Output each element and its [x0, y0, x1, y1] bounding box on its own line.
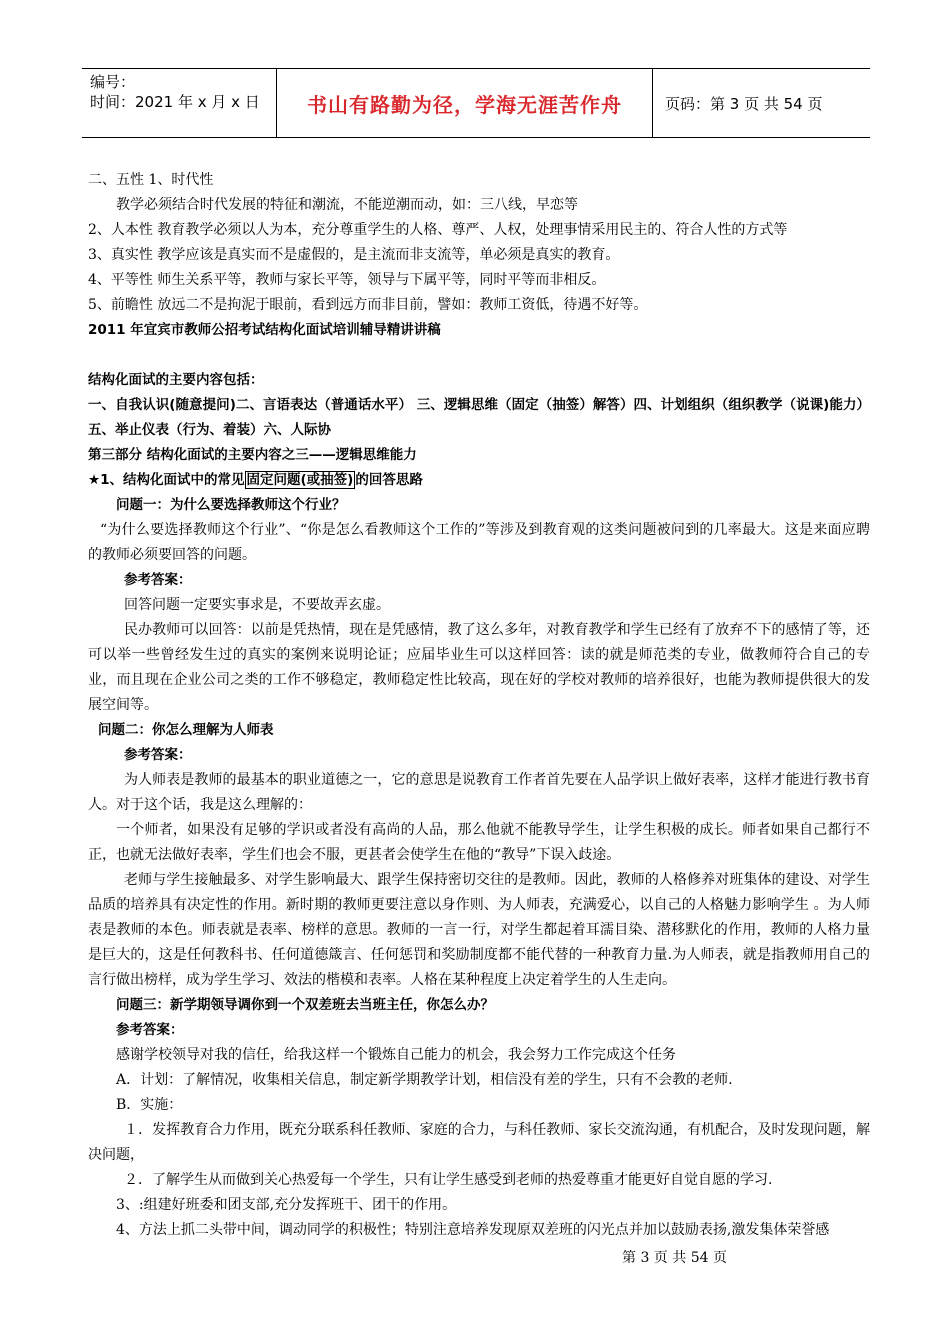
motto: 书山有路勤为径，学海无涯苦作舟 [277, 69, 653, 137]
paragraph: 回答问题一定要实事求是，不要故弄玄虚。 [124, 597, 390, 613]
heading-text: 的回答思路 [355, 472, 423, 488]
page-header [82, 68, 870, 138]
part-heading: 第三部分 结构化面试的主要内容之三——逻辑思维能力 [88, 447, 417, 463]
boxed-term: 固定问题(或抽签) [246, 472, 354, 488]
spacer [88, 343, 870, 368]
paragraph: 3、:组建好班委和团支部,充分发挥班干、团干的作用。 [116, 1197, 457, 1213]
section-heading: 结构化面试的主要内容包括： [88, 372, 264, 388]
question-heading: 问题一：为什么要选择教师这个行业？ [116, 497, 346, 513]
paragraph: 二、五性 1、时代性 [88, 172, 214, 188]
paragraph: 4、平等性 师生关系平等，教师与家长平等，领导与下属平等，同时平等而非相反。 [88, 272, 606, 288]
paragraph: A．计划：了解情况，收集相关信息，制定新学期教学计划，相信没有差的学生，只有不会教的老师. [116, 1072, 733, 1088]
answer-label: 参考答案： [116, 1022, 184, 1038]
question-heading: 问题二：你怎么理解为人师表 [98, 722, 274, 738]
page-label: 页码：第 3 页 共 54 页 [665, 94, 823, 113]
paragraph: 一个师者，如果没有足够的学识或者没有高尚的人品，那么他就不能教导学生，让学生积极的成长。师者如果自己都行不正，也就无法做好表率，学生们也会不服，更甚者会使学生在他的“教导”下误入歧途。 [88, 822, 870, 863]
content-list: 一、自我认识(随意提问)二、言语表达（普通话水平） 三、逻辑思维（固定（抽签）解答）四、计划组织（组织教学（说课)能力）五、举止仪表（行为、着装）六、人际协 [88, 397, 870, 438]
paragraph: 老师与学生接触最多、对学生影响最大、跟学生保持密切交往的是教师。因此，教师的人格修养对班集体的建设、对学生品质的培养具有决定性的作用。新时期的教师更要注意以身作则、为人师表，充满爱心，以自己的人格魅力影响学生 。为人师表是教师的本色。师表就是表率、榜样的意思。教师的一言一行，对学生都起着耳濡目染、潜移默化的作用，教师的人格力量是巨大的，这是任何教科书、任何道德箴言、任何惩罚和奖励制度都不能代替的一种教育力量.为人师表，就是指教师用自己的言行做出榜样，成为学生学习、效法的楷模和表率。人格在某种程度上决定着学生的人生走向。 [88, 872, 870, 988]
subsection-heading [88, 468, 870, 493]
paragraph: ２．了解学生从而做到关心热爱每一个学生，只有让学生感受到老师的热爱尊重才能更好自觉自愿的学习. [124, 1172, 773, 1188]
answer-label: 参考答案： [124, 572, 192, 588]
time-label: 时间：2021 年 x 月 x 日 [90, 93, 260, 111]
paragraph: 民办教师可以回答：以前是凭热情，现在是凭感情，教了这么多年，对教育教学和学生已经有了放弃不下的感情了等，还可以举一些曾经发生过的真实的案例来说明论证；应届毕业生可以这样回答：读的就是师范类的专业，做教师符合自己的专业，而且现在企业公司之类的工作不够稳定，教师稳定性比较高，现在好的学校对教师的培养很好，也能为教师提供很大的发展空间等。 [88, 622, 870, 713]
heading-text: ★1、结构化面试中的常见 [88, 472, 245, 488]
paragraph: 教学必须结合时代发展的特征和潮流，不能逆潮而动，如：三八线，早恋等 [116, 197, 578, 213]
lecture-title: 2011 年宜宾市教师公招考试结构化面试培训辅导精讲讲稿 [88, 322, 441, 338]
header-meta-cell [82, 69, 277, 137]
question-heading: 问题三：新学期领导调你到一个双差班去当班主任，你怎么办？ [116, 997, 494, 1013]
paragraph: 感谢学校领导对我的信任，给我这样一个锻炼自己能力的机会，我会努力工作完成这个任务 [116, 1047, 676, 1063]
paragraph: 2、人本性 教育教学必须以人为本，充分尊重学生的人格、尊严、人权，处理事情采用民主的、符合人性的方式等 [88, 222, 788, 238]
paragraph: B．实施： [116, 1097, 183, 1113]
paragraph: １．发挥教育合力作用，既充分联系科任教师、家庭的合力，与科任教师、家长交流沟通，有机配合，及时发现问题，解决问题， [88, 1122, 870, 1163]
paragraph: 4、方法上抓二头带中间，调动同学的积极性；特别注意培养发现原双差班的闪光点并加以鼓励表扬,激发集体荣誉感 [116, 1222, 830, 1238]
answer-label: 参考答案： [124, 747, 192, 763]
page-footer: 第 3 页 共 54 页 [622, 1250, 727, 1266]
paragraph: 5、前瞻性 放远二不是拘泥于眼前，看到远方而非目前，譬如：教师工资低，待遇不好等。 [88, 297, 648, 313]
number-label: 编号： [90, 73, 136, 91]
paragraph: “为什么要选择教师这个行业”、“你是怎么看教师这个工作的”等涉及到教育观的这类问题被问到的几率最大。这是来面应聘的教师必须要回答的问题。 [88, 522, 870, 563]
paragraph: 为人师表是教师的最基本的职业道德之一，它的意思是说教育工作者首先要在人品学识上做好表率，这样才能进行教书育人。对于这个话，我是这么理解的： [88, 772, 870, 813]
document-body [88, 168, 870, 1243]
paragraph: 3、真实性 教学应该是真实而不是虚假的，是主流而非支流等，单必须是真实的教育。 [88, 247, 620, 263]
